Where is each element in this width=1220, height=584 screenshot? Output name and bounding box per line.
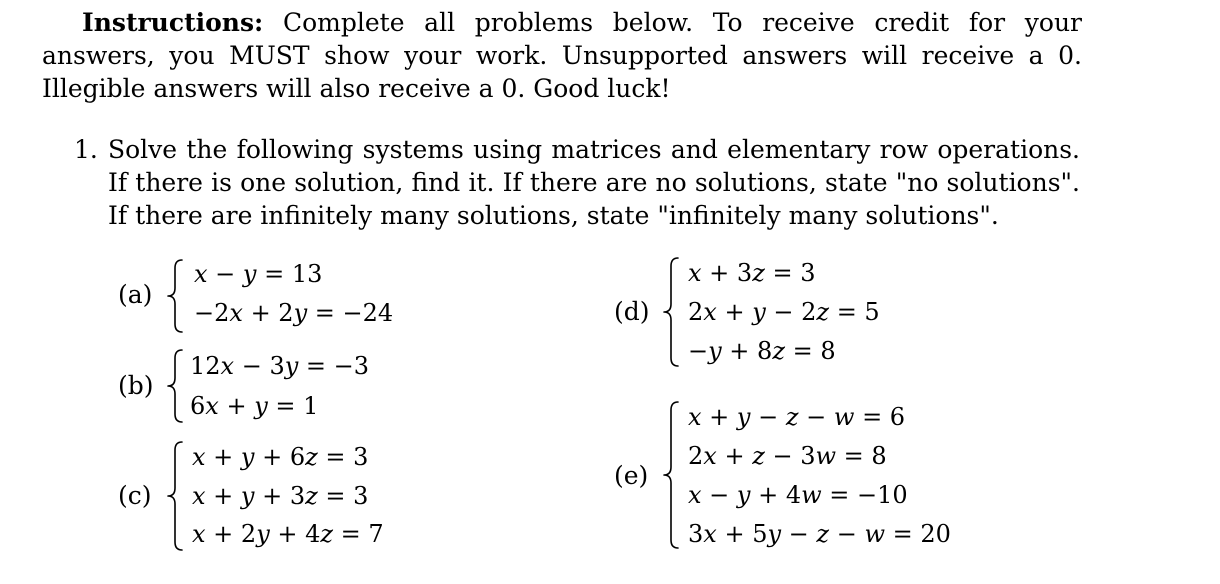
system-b-eq-1: 12x − 3y = −3 xyxy=(190,352,370,380)
system-e-eq-1: x + y − z − w = 6 xyxy=(688,403,906,431)
system-e-eq-3: x − y + 4w = −10 xyxy=(688,481,908,509)
system-d-eq-2: 2x + y − 2z = 5 xyxy=(688,298,880,326)
system-e-brace xyxy=(662,400,684,550)
system-c-brace xyxy=(166,440,188,552)
instructions-text: Complete all problems below. To receive credit for your answers, you MUST show your work. Unsupported answers will receive a 0. Illegible answers will also receive a 0. Good luck! xyxy=(42,8,1082,103)
system-d-eq-3: −y + 8z = 8 xyxy=(688,337,836,365)
system-d-label: (d) xyxy=(614,297,650,326)
instructions-heading: Instructions: xyxy=(82,8,264,37)
system-e-eq-2: 2x + z − 3w = 8 xyxy=(688,442,887,470)
system-e-eq-4: 3x + 5y − z − w = 20 xyxy=(688,520,951,548)
system-d-brace xyxy=(662,256,684,368)
system-b-brace xyxy=(166,348,188,424)
system-b-label: (b) xyxy=(118,371,154,400)
system-c-label: (c) xyxy=(118,481,152,510)
instructions-paragraph xyxy=(42,6,1082,105)
system-a-eq-2: −2x + 2y = −24 xyxy=(194,299,394,327)
system-c-eq-3: x + 2y + 4z = 7 xyxy=(192,520,384,548)
system-e-label: (e) xyxy=(614,461,649,490)
system-c-eq-1: x + y + 6z = 3 xyxy=(192,443,369,471)
system-a-eq-1: x − y = 13 xyxy=(194,260,323,288)
system-d-eq-1: x + 3z = 3 xyxy=(688,259,816,287)
problem-number: 1. xyxy=(74,135,98,164)
system-b-eq-2: 6x + y = 1 xyxy=(190,392,319,420)
system-a-label: (a) xyxy=(118,280,153,309)
system-c-eq-2: x + y + 3z = 3 xyxy=(192,482,369,510)
system-a-brace xyxy=(166,258,188,334)
problem-statement: Solve the following systems using matrices and elementary row operations. If there is one solution, find it. If there are no solutions, state "no solutions". If there are infinitely many solutions, state "infinitely many solutions". xyxy=(108,135,1080,230)
